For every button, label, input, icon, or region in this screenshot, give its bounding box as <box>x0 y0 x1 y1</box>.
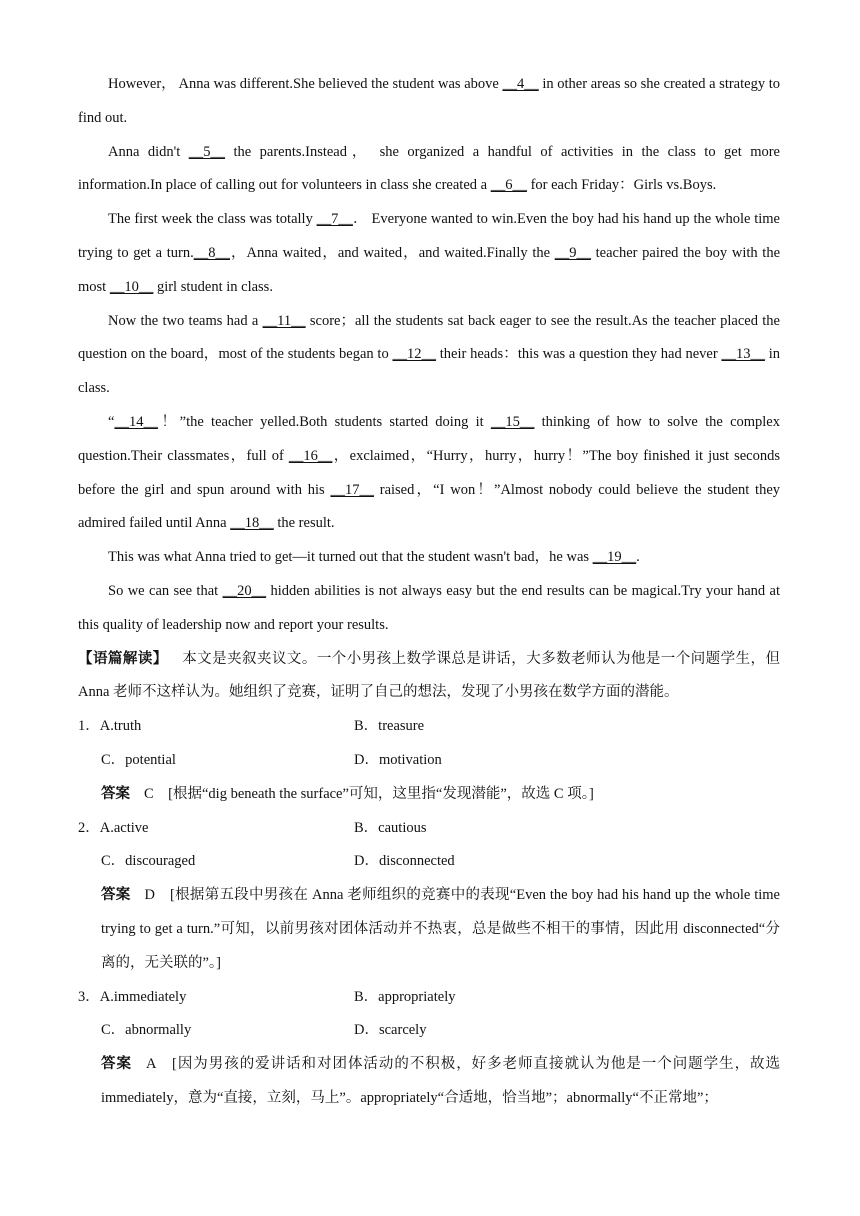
blank-15: __15__ <box>490 413 535 430</box>
passage-paragraph-6 <box>78 541 780 575</box>
text: in class. <box>78 346 780 397</box>
blank-6: __6__ <box>490 177 527 194</box>
analysis-section <box>78 643 780 711</box>
text: ，Anna waited，and waited，and waited.Finally the <box>229 244 555 261</box>
option-a: 3．A.immediately <box>78 988 187 1005</box>
text: thinking of how to solve the complex question.Their classmates，full of <box>78 413 780 464</box>
text: the parents.Instead， she organized a handful of activities in the class to get more information.In place of calling out for volunteers in class she created a <box>78 143 780 194</box>
answer-text: D [根据第五段中男孩在 Anna 老师组织的竞赛中的表现“Even the boy had his hand up the whole time trying to get a turn.”可知，以前男孩对团体活动并不热衷，总是做些不相干的事情，因此用 disconnected“分离的，无关联的”。] <box>101 887 780 971</box>
option-d: D．scarcely <box>354 1022 427 1039</box>
option-b: B．cautious <box>354 819 427 836</box>
question-2-options-ab <box>78 812 780 846</box>
text: Now the two teams had a <box>108 312 263 329</box>
question-1-options-cd <box>78 744 780 778</box>
text: girl student in class. <box>153 278 273 295</box>
text: their heads：this was a question they had never <box>435 346 722 363</box>
question-1-options-ab <box>78 710 780 744</box>
blank-10: __10__ <box>109 278 154 295</box>
text: ！”the teacher yelled.Both students started doing it <box>157 413 491 430</box>
text: However， Anna was different.She believed the student was above <box>108 76 503 92</box>
analysis-text: 本文是夹叙夹议文。一个小男孩上数学课总是讲话，大多数老师认为他是一个问题学生，但 Anna 老师不这样认为。她组织了竞赛，证明了自己的想法，发现了小男孩在数学方面的潜能。 <box>78 650 781 701</box>
text: teacher paired the boy with the most <box>78 244 781 295</box>
option-b: B．appropriately <box>354 988 456 1005</box>
blank-9: __9__ <box>554 244 591 261</box>
text: Anna didn't <box>108 143 189 160</box>
answer-text: A [因为男孩的爱讲话和对团体活动的不积极，好多老师直接就认为他是一个问题学生，故选 immediately，意为“直接，立刻，马上”。appropriately“合适地，恰当地”；abnormally“不正常地”； <box>101 1056 781 1106</box>
question-3-options-ab <box>78 981 780 1015</box>
text: for each Friday：Girls vs.Boys. <box>526 177 717 194</box>
text: raised，“I won！”Almost nobody could believe the student they admired failed until Anna <box>78 481 781 532</box>
text: in other areas so she created a strategy to find out. <box>78 76 780 126</box>
blank-4: __4__ <box>502 76 539 92</box>
passage-paragraph-5 <box>78 406 780 541</box>
blank-7: __7__ <box>316 211 353 228</box>
answer-text: C [根据“dig beneath the surface”可知，这里指“发现潜能”，故选 C 项。] <box>144 785 594 802</box>
blank-12: __12__ <box>392 346 436 363</box>
blank-18: __18__ <box>230 515 274 532</box>
answer-label: 答案 <box>101 785 130 802</box>
option-c: C．discouraged <box>101 853 196 870</box>
question-1-answer <box>78 778 780 812</box>
text: This was what Anna tried to get—it turned out that the student wasn't bad，he was <box>108 549 593 566</box>
passage-paragraph-2 <box>78 136 780 204</box>
question-3-answer <box>78 1048 780 1116</box>
passage-paragraph-1 <box>78 68 780 136</box>
text: The first week the class was totally <box>108 211 317 228</box>
question-2-options-cd <box>78 845 780 879</box>
option-d: D．motivation <box>354 751 442 768</box>
blank-19: __19__ <box>592 549 637 566</box>
answer-label: 答案 <box>101 887 131 904</box>
passage-paragraph-3 <box>78 203 780 304</box>
question-2-answer <box>78 879 780 980</box>
blank-11: __11__ <box>262 312 306 329</box>
answer-label: 答案 <box>101 1056 132 1073</box>
text: score；all the students sat back eager to see the result.As the teacher placed the question on the board，most of the students began to <box>78 312 780 363</box>
passage-paragraph-4 <box>78 305 780 406</box>
text: hidden abilities is not always easy but the end results can be magical.Try your hand at this quality of leadership now and report your results. <box>78 582 780 633</box>
blank-5: __5__ <box>188 143 225 160</box>
option-c: C．potential <box>101 751 176 768</box>
analysis-label: 【语篇解读】 <box>78 650 168 667</box>
text: the result. <box>273 515 335 532</box>
text: ． Everyone wanted to win.Even the boy had his hand up the whole time trying to get a turn. <box>78 211 780 261</box>
text: So we can see that <box>108 582 223 599</box>
question-3-options-cd <box>78 1014 780 1048</box>
blank-20: __20__ <box>222 582 267 599</box>
option-d: D．disconnected <box>354 853 455 870</box>
option-a: 1．A.truth <box>78 718 142 735</box>
text: ，exclaimed，“Hurry，hurry，hurry！”The boy finished it just seconds before the girl and spun around with his <box>78 447 780 498</box>
blank-16: __16__ <box>288 447 333 464</box>
option-c: C．abnormally <box>101 1022 192 1039</box>
document-page <box>78 68 780 1116</box>
option-b: B．treasure <box>354 718 425 735</box>
blank-8: __8__ <box>193 244 230 261</box>
blank-17: __17__ <box>330 481 374 498</box>
passage-paragraph-7 <box>78 575 780 643</box>
text: . <box>636 549 640 566</box>
option-a: 2．A.active <box>78 819 149 836</box>
text: “ <box>108 413 115 430</box>
blank-14: __14__ <box>114 413 158 430</box>
blank-13: __13__ <box>721 346 765 363</box>
